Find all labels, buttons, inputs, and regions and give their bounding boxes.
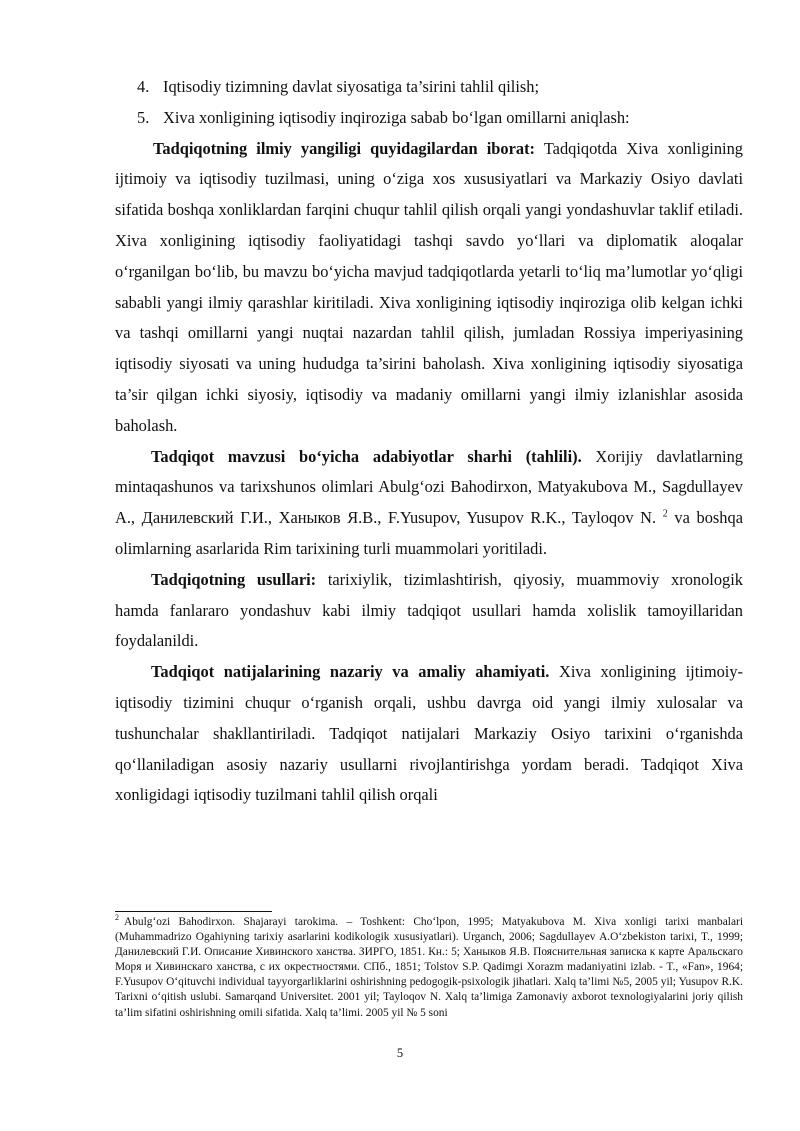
novelty-body: Tadqiqotda Xiva xonligining ijtimoiy va iqtisodiy tuzilmasi, uning o‘ziga xos xususiyatlari va Markaziy Osiyo davlati sifatida boshqa xonliklardan farqini chuqur tahlil qilish orqali yangi yondashuvlar taklif etiladi. Xiva xonligining iqtisodiy faoliyatidagi tashqi savdo yo‘llari va diplomatik aloqalar o‘rganilgan bo‘lib, bu mavzu bo‘yicha mavjud tadqiqotlarda yetarli to‘liq ma’lumotlar yo‘qligi sababli yangi ilmiy qarashlar kiritiladi. Xiva xonligining iqtisodiy inqiroziga olib kelgan ichki va tashqi omillarni yangi nuqtai nazardan tahlil qilish, jumladan Rossiya imperiyasining iqtisodiy siyosati va uning hududga ta’sirini baholash. Xiva xonligining iqtisodiy siyosatiga ta’sir qilgan ichki siyosiy, iqtisodiy va madaniy omillarni yangi ilmiy izlanishlar asosida baholash. (115, 138, 743, 435)
methods-body: tarixiylik, tizimlashtirish, qiyosiy, muammoviy xronologik hamda fanlararo yondashuv kabi ilmiy tadqiqot usullari hamda xolislik tamoyillaridan foydalanildi. (115, 569, 743, 651)
review-body-before: Xorijiy davlatlarning mintaqashunos va tarixshunos olimlari Abulg‘ozi Bahodirxon, Matyakubova M., Sagdullayev A., Данилевский Г.И., Ханыков Я.В., F.Yusupov, Yusupov R.K., Tayloqov N. (115, 446, 743, 528)
methods-paragraph (115, 565, 743, 657)
significance-paragraph (115, 657, 743, 811)
novelty-paragraph (115, 134, 743, 442)
list-item (115, 72, 743, 103)
list-text: Iqtisodiy tizimning davlat siyosatiga ta’sirini tahlil qilish; (163, 77, 540, 96)
footnote-divider (115, 911, 272, 912)
review-heading: Tadqiqot mavzusi bo‘yicha adabiyotlar sharhi (tahlili). (151, 446, 582, 466)
list-number: 5. (137, 107, 150, 127)
significance-body: Xiva xonligining ijtimoiy-iqtisodiy tizimini chuqur o‘rganish orqali, ushbu davrga oid yangi ilmiy xulosalar va tushunchalar shakllantiriladi. Tadqiqot natijalari Markaziy Osiyo tarixini o‘rganishda qo‘llaniladigan asosiy nazariy usullarni rivojlantirishga yordam beradi. Tadqiqot Xiva xonligidagi iqtisodiy tuzilmani tahlil qilish orqali (115, 662, 743, 805)
main-text (115, 72, 743, 811)
list-item (115, 103, 743, 134)
list-text: Xiva xonligining iqtisodiy inqiroziga sabab bo‘lgan omillarni aniqlash: (163, 107, 630, 127)
methods-heading: Tadqiqotning usullari: (151, 569, 317, 589)
footnote (115, 915, 743, 1021)
footnote-number: 2 (115, 913, 119, 923)
footnote-text: Abulg‘ozi Bahodirxon. Shajarayi tarokima. – Toshkent: Cho‘lpon, 1995; Matyakubova M. Xiva xonligi tarixi manbalari (Muhammadrizo Ogahiyning tarixiy asarlarini kodikologik xususiyatlari). Urganch, 2006; Sagdullayev A.O‘zbekiston tarixi, T., 1999; Данилевский Г.И. Описание Хивинского ханства. ЗИРГО, 1851. Кн.: 5; Ханыков Я.В. Пояснительная записка к карте Аральскаго Моря и Хивинскаго ханства, с их окрестностями. СПб., 1851; Tolstov S.P. Qadimgi Xorazm madaniyatini izlab. - T., «Fan», 1964; F.Yusupov O‘qituvchi individual tayyorgarliklarini oshirishning pedogogik-psixologik jihatlari. Xalq ta’limi №5, 2005 yil; Yusupov R.K. Tarixni o‘qitish uslubi. Samarqand Universitet. 2001 yil; Tayloqov N. Xalq ta’limiga Zamonaviy axborot texnologiyalarini joriy qilish ta’lim sifatini oshirishning omili sifatida. Xalq ta’limi. 2005 yil № 5 soni (115, 916, 743, 1019)
review-paragraph (115, 442, 743, 565)
footnote-reference[interactable]: 2 (662, 508, 668, 520)
page-number: 5 (396, 1046, 404, 1060)
novelty-heading: Tadqiqotning ilmiy yangiligi quyidagilardan iborat: (153, 138, 535, 158)
significance-heading: Tadqiqot natijalarining nazariy va amaliy ahamiyati. (151, 662, 550, 682)
list-number: 4. (137, 77, 150, 96)
review-body-after: va boshqa olimlarning asarlarida Rim tarixining turli muammolari yoritiladi. (115, 508, 743, 558)
